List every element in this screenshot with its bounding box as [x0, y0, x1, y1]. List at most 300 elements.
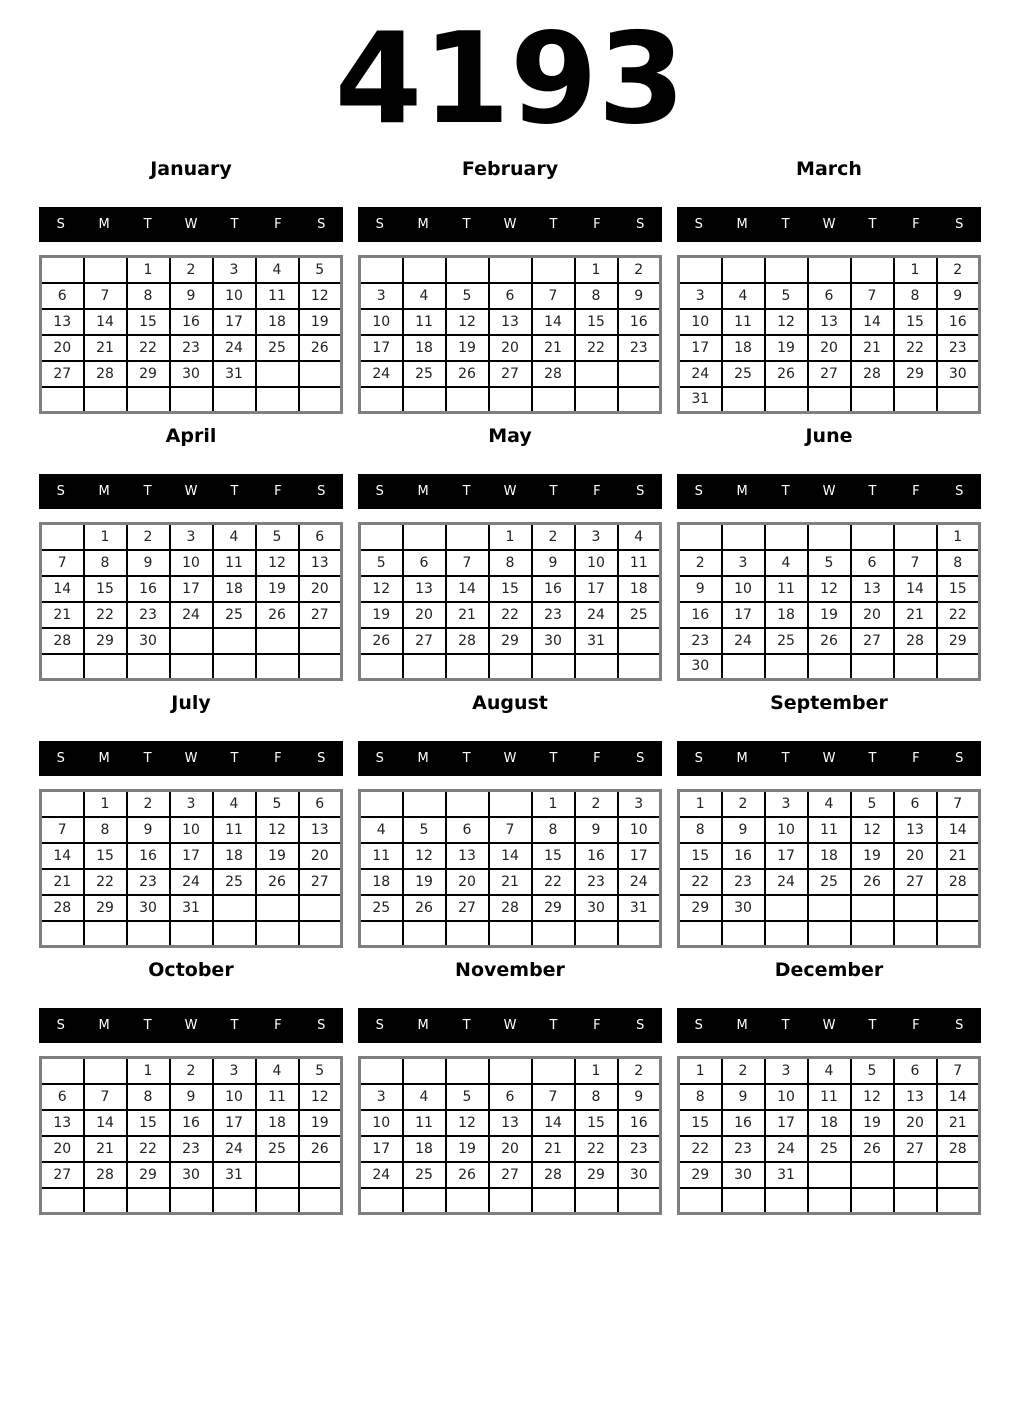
day-cell: 4 [808, 1058, 851, 1084]
day-cell: 21 [489, 869, 532, 895]
day-cell: 25 [722, 361, 765, 387]
weekday-header-bar [39, 741, 343, 776]
day-cell: 8 [127, 1084, 170, 1110]
day-cell: 22 [575, 335, 618, 361]
day-cell: 22 [127, 1136, 170, 1162]
day-cell: 6 [446, 817, 489, 843]
weekday-header: M [98, 484, 110, 499]
day-grid [39, 522, 343, 681]
weekday-header: S [955, 217, 964, 232]
day-cell: 24 [618, 869, 661, 895]
day-cell: 22 [84, 869, 127, 895]
day-cell: 27 [894, 1136, 937, 1162]
day-cell: 15 [532, 843, 575, 869]
day-cell: 10 [618, 817, 661, 843]
week-row [41, 335, 342, 361]
day-cell: 9 [127, 550, 170, 576]
week-row [360, 361, 661, 387]
week-row [360, 1162, 661, 1188]
day-cell: 16 [127, 843, 170, 869]
day-cell: 4 [618, 524, 661, 550]
week-row [360, 1188, 661, 1214]
day-cell: 24 [765, 869, 808, 895]
weekday-header: S [955, 751, 964, 766]
week-row [360, 921, 661, 947]
day-cell: 15 [575, 1110, 618, 1136]
day-cell: 30 [937, 361, 980, 387]
day-cell: 5 [403, 817, 446, 843]
day-grid [358, 1056, 662, 1215]
weekday-header: S [375, 1018, 384, 1033]
day-cell: 23 [127, 869, 170, 895]
month-name: October [148, 959, 234, 981]
week-row [360, 869, 661, 895]
week-row [41, 895, 342, 921]
week-row [41, 283, 342, 309]
day-cell: 9 [575, 817, 618, 843]
empty-day-cell [937, 895, 980, 921]
empty-day-cell [360, 387, 403, 413]
empty-day-cell [765, 921, 808, 947]
empty-day-cell [41, 524, 84, 550]
week-row [360, 654, 661, 680]
months-grid [0, 155, 1020, 1215]
day-cell: 4 [765, 550, 808, 576]
month-name: December [774, 959, 884, 981]
empty-day-cell [894, 1188, 937, 1214]
weekday-header-bar [677, 741, 981, 776]
empty-day-cell [446, 921, 489, 947]
weekday-header: M [98, 217, 110, 232]
empty-day-cell [808, 257, 851, 283]
day-cell: 11 [808, 1084, 851, 1110]
empty-day-cell [808, 1162, 851, 1188]
empty-day-cell [851, 921, 894, 947]
day-cell: 13 [489, 309, 532, 335]
day-cell: 13 [299, 817, 342, 843]
day-cell: 26 [808, 628, 851, 654]
empty-day-cell [360, 524, 403, 550]
day-cell: 8 [84, 550, 127, 576]
day-cell: 24 [575, 602, 618, 628]
day-cell: 15 [679, 1110, 722, 1136]
day-cell: 13 [299, 550, 342, 576]
day-cell: 7 [894, 550, 937, 576]
week-row [41, 843, 342, 869]
weekday-header: T [462, 484, 471, 499]
week-row [360, 1136, 661, 1162]
empty-day-cell [360, 1058, 403, 1084]
empty-day-cell [213, 895, 256, 921]
empty-day-cell [808, 654, 851, 680]
day-cell: 1 [127, 1058, 170, 1084]
empty-day-cell [256, 654, 299, 680]
week-row [41, 602, 342, 628]
weekday-header: F [593, 1018, 601, 1033]
day-cell: 27 [851, 628, 894, 654]
weekday-header: S [636, 217, 645, 232]
day-cell: 16 [722, 843, 765, 869]
empty-day-cell [937, 1162, 980, 1188]
week-row [360, 602, 661, 628]
day-cell: 28 [84, 361, 127, 387]
day-cell: 29 [84, 628, 127, 654]
day-cell: 16 [618, 309, 661, 335]
day-cell: 17 [679, 335, 722, 361]
empty-day-cell [41, 654, 84, 680]
empty-day-cell [403, 921, 446, 947]
day-cell: 13 [41, 309, 84, 335]
week-row [679, 1084, 980, 1110]
day-cell: 22 [575, 1136, 618, 1162]
day-cell: 13 [403, 576, 446, 602]
day-cell: 26 [299, 335, 342, 361]
empty-day-cell [213, 654, 256, 680]
day-cell: 4 [256, 1058, 299, 1084]
day-cell: 19 [256, 843, 299, 869]
day-cell: 30 [127, 628, 170, 654]
weekday-header: T [781, 751, 790, 766]
weekday-header: T [230, 484, 239, 499]
day-cell: 25 [808, 869, 851, 895]
empty-day-cell [170, 1188, 213, 1214]
week-row [41, 361, 342, 387]
day-cell: 12 [299, 1084, 342, 1110]
empty-day-cell [679, 1188, 722, 1214]
weekday-header: F [593, 751, 601, 766]
empty-day-cell [575, 921, 618, 947]
day-cell: 13 [808, 309, 851, 335]
empty-day-cell [446, 257, 489, 283]
empty-day-cell [722, 257, 765, 283]
empty-day-cell [84, 921, 127, 947]
day-cell: 16 [170, 1110, 213, 1136]
day-cell: 10 [170, 550, 213, 576]
day-cell: 7 [937, 791, 980, 817]
day-cell: 14 [937, 817, 980, 843]
weekday-header: M [417, 1018, 429, 1033]
day-cell: 26 [360, 628, 403, 654]
empty-day-cell [765, 524, 808, 550]
day-cell: 3 [765, 1058, 808, 1084]
day-cell: 27 [808, 361, 851, 387]
day-cell: 23 [937, 335, 980, 361]
week-row [360, 387, 661, 413]
empty-day-cell [618, 654, 661, 680]
week-row [679, 628, 980, 654]
day-cell: 28 [41, 628, 84, 654]
day-cell: 6 [808, 283, 851, 309]
day-cell: 9 [679, 576, 722, 602]
weekday-header: W [184, 1018, 198, 1033]
empty-day-cell [403, 791, 446, 817]
empty-day-cell [299, 1162, 342, 1188]
weekday-header: W [503, 217, 517, 232]
empty-day-cell [41, 921, 84, 947]
day-cell: 2 [679, 550, 722, 576]
weekday-header: W [184, 217, 198, 232]
day-cell: 25 [256, 1136, 299, 1162]
day-cell: 24 [722, 628, 765, 654]
month-december [677, 956, 981, 1215]
week-row [360, 843, 661, 869]
weekday-header: S [56, 217, 65, 232]
day-cell: 23 [170, 335, 213, 361]
week-row [41, 817, 342, 843]
day-cell: 26 [403, 895, 446, 921]
day-cell: 23 [618, 335, 661, 361]
empty-day-cell [851, 524, 894, 550]
weekday-header: S [694, 1018, 703, 1033]
empty-day-cell [532, 1058, 575, 1084]
day-cell: 3 [722, 550, 765, 576]
day-cell: 19 [446, 335, 489, 361]
day-cell: 12 [765, 309, 808, 335]
week-row [679, 1110, 980, 1136]
empty-day-cell [489, 921, 532, 947]
day-cell: 12 [851, 1084, 894, 1110]
day-cell: 24 [213, 1136, 256, 1162]
week-row [679, 550, 980, 576]
day-cell: 23 [722, 1136, 765, 1162]
day-cell: 17 [575, 576, 618, 602]
week-row [360, 309, 661, 335]
day-cell: 19 [299, 309, 342, 335]
weekday-header: S [636, 484, 645, 499]
weekday-header: T [143, 1018, 152, 1033]
empty-day-cell [127, 1188, 170, 1214]
day-cell: 26 [851, 869, 894, 895]
week-row [41, 550, 342, 576]
day-grid [677, 522, 981, 681]
day-cell: 1 [575, 257, 618, 283]
empty-day-cell [894, 654, 937, 680]
empty-day-cell [84, 654, 127, 680]
day-cell: 21 [41, 602, 84, 628]
day-cell: 15 [127, 1110, 170, 1136]
day-cell: 15 [84, 576, 127, 602]
empty-day-cell [679, 921, 722, 947]
weekday-header: F [274, 1018, 282, 1033]
day-cell: 8 [532, 817, 575, 843]
day-cell: 1 [84, 524, 127, 550]
day-cell: 8 [127, 283, 170, 309]
empty-day-cell [127, 387, 170, 413]
day-cell: 15 [894, 309, 937, 335]
day-cell: 8 [489, 550, 532, 576]
day-cell: 26 [256, 602, 299, 628]
day-cell: 4 [256, 257, 299, 283]
empty-day-cell [84, 1188, 127, 1214]
day-cell: 30 [575, 895, 618, 921]
day-cell: 21 [937, 843, 980, 869]
day-cell: 21 [84, 335, 127, 361]
day-cell: 13 [894, 817, 937, 843]
month-march [677, 155, 981, 414]
empty-day-cell [170, 387, 213, 413]
empty-day-cell [808, 895, 851, 921]
day-cell: 28 [894, 628, 937, 654]
weekday-header: W [503, 484, 517, 499]
day-cell: 17 [722, 602, 765, 628]
month-name: May [488, 425, 532, 447]
empty-day-cell [84, 257, 127, 283]
day-cell: 28 [446, 628, 489, 654]
day-cell: 12 [256, 550, 299, 576]
month-september [677, 689, 981, 948]
weekday-header: S [955, 1018, 964, 1033]
day-cell: 5 [851, 791, 894, 817]
week-row [41, 387, 342, 413]
day-cell: 16 [679, 602, 722, 628]
empty-day-cell [765, 387, 808, 413]
day-cell: 5 [446, 283, 489, 309]
day-cell: 18 [808, 1110, 851, 1136]
day-cell: 27 [403, 628, 446, 654]
day-cell: 21 [851, 335, 894, 361]
empty-day-cell [851, 654, 894, 680]
week-row [679, 817, 980, 843]
day-cell: 1 [532, 791, 575, 817]
day-cell: 2 [618, 257, 661, 283]
day-cell: 8 [84, 817, 127, 843]
month-april [39, 422, 343, 681]
day-cell: 29 [532, 895, 575, 921]
empty-day-cell [575, 654, 618, 680]
day-cell: 17 [618, 843, 661, 869]
day-cell: 30 [127, 895, 170, 921]
week-row [360, 1110, 661, 1136]
weekday-header: W [503, 1018, 517, 1033]
day-cell: 7 [532, 1084, 575, 1110]
day-cell: 10 [722, 576, 765, 602]
day-cell: 20 [489, 335, 532, 361]
day-cell: 3 [170, 524, 213, 550]
month-name: April [165, 425, 217, 447]
week-row [41, 1188, 342, 1214]
empty-day-cell [532, 921, 575, 947]
empty-day-cell [851, 387, 894, 413]
day-cell: 17 [360, 335, 403, 361]
day-cell: 7 [532, 283, 575, 309]
day-cell: 11 [722, 309, 765, 335]
day-cell: 9 [170, 283, 213, 309]
weekday-header: M [98, 751, 110, 766]
day-cell: 17 [213, 309, 256, 335]
weekday-header: W [822, 1018, 836, 1033]
day-cell: 11 [213, 817, 256, 843]
day-cell: 7 [937, 1058, 980, 1084]
day-cell: 13 [446, 843, 489, 869]
weekday-header: T [868, 217, 877, 232]
empty-day-cell [360, 921, 403, 947]
weekday-header-bar [677, 474, 981, 509]
week-row [360, 257, 661, 283]
day-cell: 14 [41, 576, 84, 602]
week-row [679, 843, 980, 869]
day-cell: 23 [722, 869, 765, 895]
weekday-header: S [375, 217, 384, 232]
weekday-header: T [462, 751, 471, 766]
empty-day-cell [41, 257, 84, 283]
empty-day-cell [532, 654, 575, 680]
month-june [677, 422, 981, 681]
day-cell: 18 [808, 843, 851, 869]
day-cell: 18 [256, 1110, 299, 1136]
empty-day-cell [256, 921, 299, 947]
week-row [41, 1136, 342, 1162]
day-cell: 19 [851, 843, 894, 869]
day-cell: 29 [575, 1162, 618, 1188]
day-cell: 4 [722, 283, 765, 309]
day-cell: 27 [446, 895, 489, 921]
weekday-header: T [462, 1018, 471, 1033]
empty-day-cell [575, 1188, 618, 1214]
day-cell: 9 [618, 1084, 661, 1110]
empty-day-cell [256, 361, 299, 387]
day-cell: 7 [41, 817, 84, 843]
day-cell: 16 [618, 1110, 661, 1136]
month-name: September [770, 692, 888, 714]
day-cell: 7 [446, 550, 489, 576]
week-row [360, 791, 661, 817]
day-cell: 10 [679, 309, 722, 335]
week-row [679, 1058, 980, 1084]
day-cell: 25 [256, 335, 299, 361]
empty-day-cell [765, 257, 808, 283]
day-cell: 28 [937, 1136, 980, 1162]
day-cell: 9 [722, 817, 765, 843]
day-cell: 7 [489, 817, 532, 843]
empty-day-cell [894, 895, 937, 921]
empty-day-cell [213, 921, 256, 947]
day-cell: 19 [808, 602, 851, 628]
week-row [41, 1058, 342, 1084]
week-row [679, 576, 980, 602]
day-cell: 28 [41, 895, 84, 921]
day-cell: 5 [851, 1058, 894, 1084]
day-cell: 2 [937, 257, 980, 283]
empty-day-cell [532, 387, 575, 413]
day-cell: 18 [722, 335, 765, 361]
day-cell: 5 [765, 283, 808, 309]
empty-day-cell [618, 361, 661, 387]
day-cell: 15 [127, 309, 170, 335]
day-cell: 29 [489, 628, 532, 654]
day-cell: 27 [41, 361, 84, 387]
empty-day-cell [618, 1188, 661, 1214]
day-cell: 2 [722, 1058, 765, 1084]
weekday-header: F [593, 217, 601, 232]
day-cell: 5 [299, 1058, 342, 1084]
day-cell: 7 [84, 1084, 127, 1110]
day-grid [358, 522, 662, 681]
day-cell: 24 [765, 1136, 808, 1162]
day-cell: 20 [403, 602, 446, 628]
day-cell: 18 [403, 1136, 446, 1162]
empty-day-cell [489, 1058, 532, 1084]
day-cell: 26 [256, 869, 299, 895]
day-cell: 11 [618, 550, 661, 576]
week-row [679, 869, 980, 895]
weekday-header: T [781, 484, 790, 499]
empty-day-cell [489, 654, 532, 680]
empty-day-cell [446, 1058, 489, 1084]
week-row [360, 550, 661, 576]
week-row [360, 895, 661, 921]
weekday-header: F [274, 217, 282, 232]
empty-day-cell [299, 361, 342, 387]
